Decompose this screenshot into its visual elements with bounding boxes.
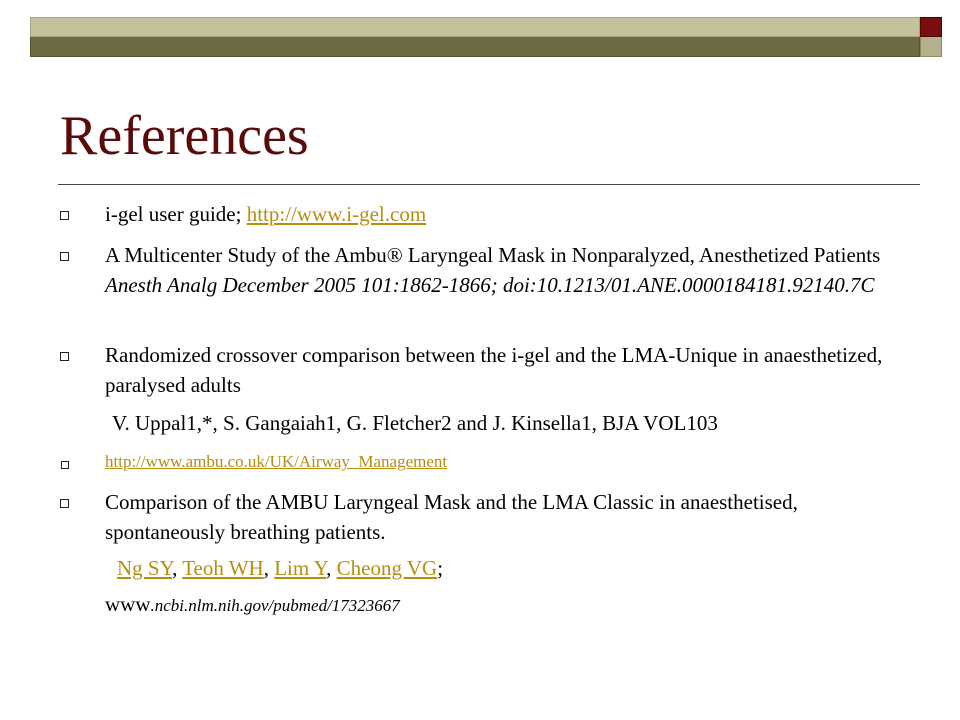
reference-3-authors: V. Uppal1,*, S. Gangaiah1, G. Fletcher2 and J. Kinsella1, BJA VOL103: [112, 411, 718, 435]
reference-4: [105, 451, 895, 473]
url-prefix: www: [105, 592, 151, 616]
reference-5-text: Comparison of the AMBU Laryngeal Mask and the LMA Classic in anaesthetised, spontaneously breathing patients.: [105, 490, 798, 544]
author-separator: ,: [172, 556, 183, 580]
reference-2-text: A Multicenter Study of the Ambu® Laryngeal Mask in Nonparalyzed, Anesthetized Patients: [105, 243, 881, 267]
author-link[interactable]: Ng SY: [117, 556, 173, 580]
author-separator: ,: [263, 556, 275, 580]
slide-title: References: [60, 105, 309, 167]
reference-3-text: Randomized crossover comparison between the i-gel and the LMA-Unique in anaesthetized, paralysed adults: [105, 343, 883, 397]
author-separator: ,: [326, 556, 337, 580]
i-gel-link[interactable]: http://www.i-gel.com: [246, 202, 427, 226]
author-link[interactable]: Lim Y: [274, 556, 327, 580]
author-link[interactable]: Cheong VG: [336, 556, 438, 580]
ambu-airway-link[interactable]: http://www.ambu.co.uk/UK/Airway_Management: [105, 452, 448, 471]
author-list-end: ;: [437, 556, 444, 580]
square-bullet-icon: [60, 211, 69, 220]
reference-1-text: i-gel user guide;: [105, 202, 247, 226]
author-link[interactable]: Teoh WH: [182, 556, 264, 580]
square-bullet-icon: [60, 352, 69, 361]
square-bullet-icon: [60, 252, 69, 261]
reference-5: [105, 487, 895, 547]
reference-2-journal: Anesth Analg December 2005 101:1862-1866; doi:10.1213/01.ANE.0000184181.92140.7C: [105, 273, 875, 297]
reference-2: [105, 240, 895, 300]
url-rest: .ncbi.nlm.nih.gov/pubmed/17323667: [150, 596, 400, 615]
reference-3: [105, 340, 895, 400]
square-bullet-icon: [61, 461, 69, 469]
reference-5-authors: [117, 553, 897, 583]
reference-1: [105, 199, 895, 229]
square-bullet-icon: [60, 499, 69, 508]
reference-5-url: [105, 589, 895, 621]
